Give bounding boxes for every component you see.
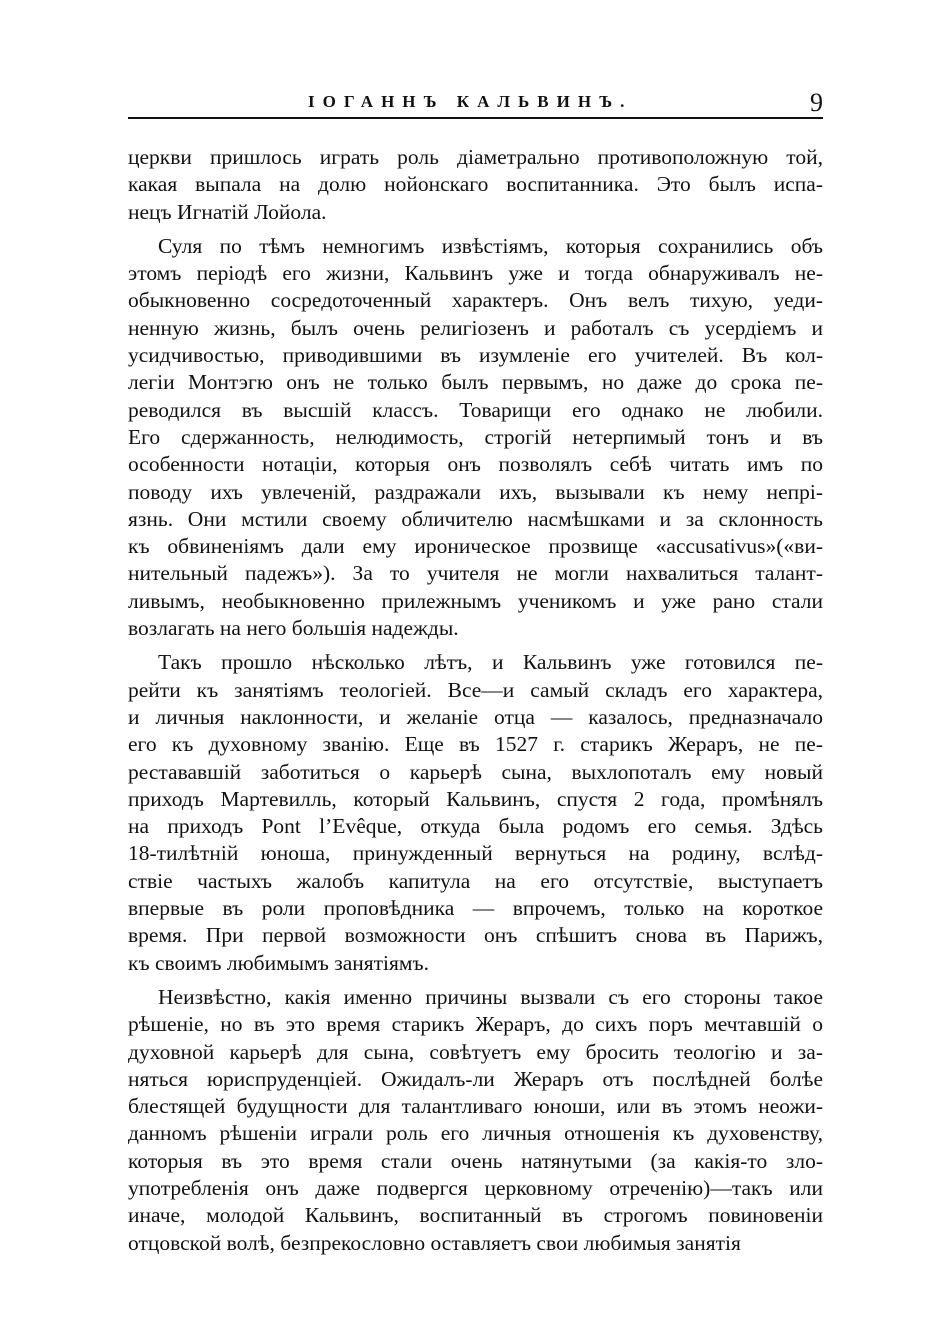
text-line: нецъ Игнатій Лойола. (128, 199, 327, 224)
paragraph (128, 984, 823, 1257)
text-line: обыкновенно сосредоточенный характеръ. Онъ велъ тихую, уеди- (128, 288, 823, 313)
text-line: его къ духовному званію. Еще въ 1527 г. старикъ Жераръ, не пе- (128, 732, 823, 757)
header-rule (128, 117, 823, 119)
text-line: къ обвиненіямъ дали ему ироническое прозвище «accusativus»(«ви- (128, 534, 823, 559)
text-line: церкви пришлось играть роль діаметрально противоположную той, (128, 145, 823, 169)
text-line: рейти къ занятіямъ теологіей. Все—и самый складъ его характера, (128, 677, 823, 702)
text-line: реводился въ высшій классъ. Товарищи его однако не любили. (128, 397, 823, 422)
text-line: блестящей будущности для талантливаго юноши, или въ этомъ неожи- (128, 1094, 823, 1119)
text-line: къ своимъ любимымъ занятіямъ. (128, 950, 430, 975)
running-header (128, 88, 823, 122)
text-line: и личныя наклонности, и желаніе отца — казалось, предназначало (128, 704, 823, 729)
text-line: ненную жизнь, былъ очень религіозенъ и работалъ съ усердіемъ и (128, 315, 823, 340)
text-line: нительный падежъ»). За то учителя не могли нахвалиться талант- (128, 561, 823, 586)
paragraph (128, 233, 823, 642)
paragraph (128, 649, 823, 977)
text-line: этомъ періодѣ его жизни, Кальвинъ уже и тогда обнаруживалъ не- (128, 261, 823, 286)
text-line: няться юриспруденціей. Ожидалъ-ли Жераръ отъ послѣдней болѣе (128, 1066, 823, 1091)
text-line: ствіе частыхъ жалобъ капитула на его отсутствіе, выступаетъ (128, 868, 823, 893)
text-line: рѣшеніе, но въ это время старикъ Жераръ, до сихъ поръ мечтавшій о (128, 1012, 823, 1037)
running-title: ІОГАННЪ КАЛЬВИНЪ. (308, 92, 633, 111)
text-line: приходъ Мартевилль, который Кальвинъ, спустя 2 года, промѣнялъ (128, 786, 823, 811)
text-line: легіи Монтэгю онъ не только былъ первымъ, но даже до срока пе- (128, 370, 823, 395)
text-line: ливымъ, необыкновенно прилежнымъ ученикомъ и уже рано стали (128, 588, 823, 613)
text-line: на приходъ Pont l’Evêque, откуда была родомъ его семья. Здѣсь (128, 814, 823, 839)
paragraph (128, 144, 823, 226)
text-line: употребленія онъ даже подвергся церковному отреченію)—такъ или (128, 1175, 823, 1200)
text-line: поводу ихъ увлеченій, раздражали ихъ, вызывали къ нему непрі- (128, 479, 823, 504)
page-body (128, 144, 823, 1264)
text-line: возлагать на него большія надежды. (128, 616, 459, 641)
text-line: Такъ прошло нѣсколько лѣтъ, и Кальвинъ уже готовился пе- (158, 650, 823, 675)
page-number: 9 (810, 88, 823, 117)
text-line: отцовской волѣ, безпрекословно оставляетъ свои любимыя занятія (128, 1230, 741, 1255)
text-line: рестававшій заботиться о карьерѣ сына, выхлопоталъ ему новый (128, 759, 823, 784)
text-line: 18-тилѣтній юноша, принужденный вернуться на родину, вслѣд- (128, 841, 823, 866)
text-line: время. При первой возможности онъ спѣшитъ снова въ Парижъ, (128, 923, 823, 948)
text-line: Суля по тѣмъ немногимъ извѣстіямъ, которыя сохранились объ (158, 233, 823, 258)
text-line: Неизвѣстно, какія именно причины вызвали съ его стороны такое (158, 984, 823, 1009)
text-line: усидчивостью, приводившими въ изумленіе его учителей. Въ кол- (128, 343, 823, 368)
text-line: которыя въ это время стали очень натянутыми (за какія-то зло- (128, 1148, 823, 1173)
text-line: какая выпала на долю нойонскаго воспитанника. Это былъ испа- (128, 172, 823, 197)
text-line: духовной карьерѣ для сына, совѣтуетъ ему бросить теологію и за- (128, 1039, 823, 1064)
text-line: данномъ рѣшеніи играли роль его личныя отношенія къ духовенству, (128, 1121, 823, 1146)
text-line: Его сдержанность, нелюдимость, строгій нетерпимый тонъ и въ (128, 424, 823, 449)
text-line: язнь. Они мстили своему обличителю насмѣшками и за склонность (128, 506, 823, 531)
text-line: иначе, молодой Кальвинъ, воспитанный въ строгомъ повиновеніи (128, 1203, 823, 1228)
text-line: впервые въ роли проповѣдника — впрочемъ, только на короткое (128, 896, 823, 921)
text-line: особенности нотаціи, которыя онъ позволялъ себѣ читать имъ по (128, 452, 823, 477)
